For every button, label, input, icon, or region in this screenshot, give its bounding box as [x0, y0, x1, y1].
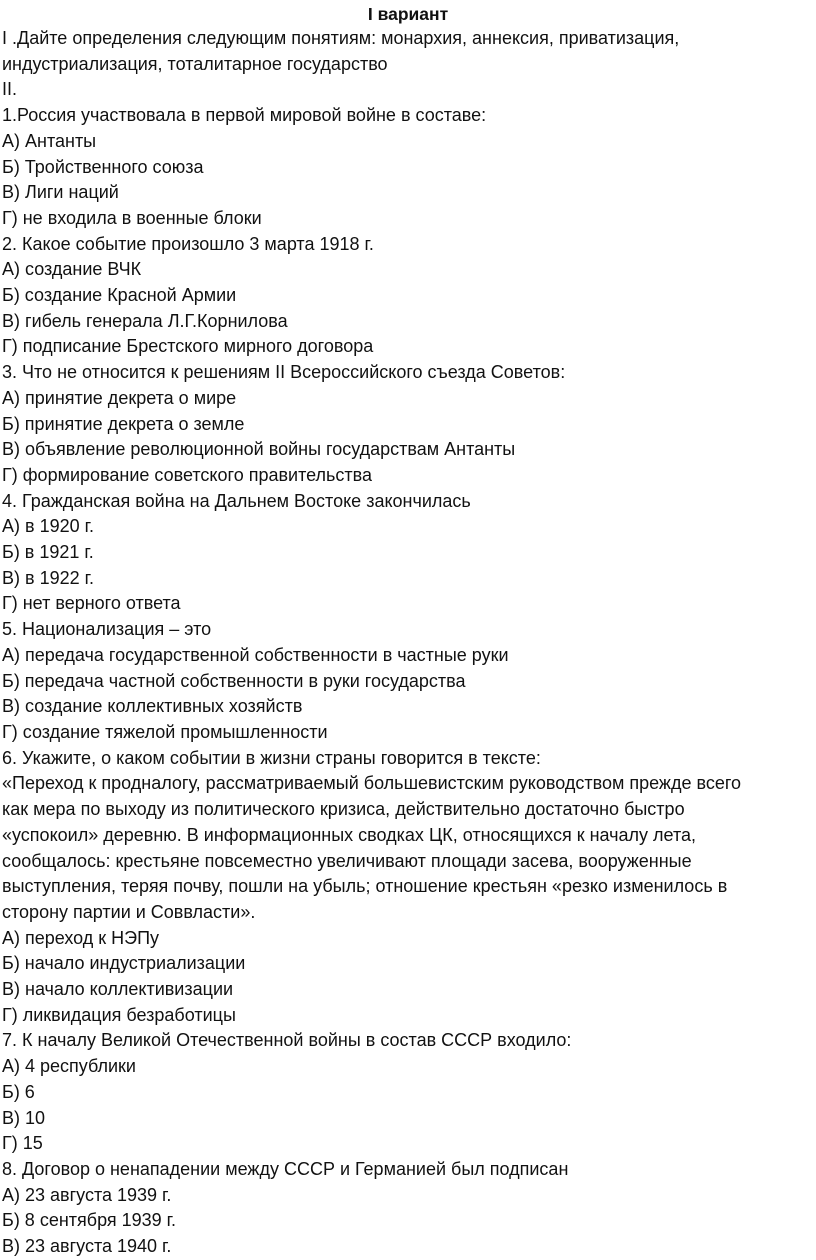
- text-line: 5. Национализация – это: [2, 619, 212, 640]
- text-line: А) создание ВЧК: [2, 259, 142, 280]
- text-line: Б) 8 сентября 1939 г.: [2, 1210, 177, 1231]
- text-line: Б) 6: [2, 1081, 35, 1102]
- text-line: В) начало коллективизации: [2, 979, 234, 1000]
- text-line: А) принятие декрета о мире: [2, 387, 237, 408]
- text-line: II.: [2, 79, 18, 100]
- text-line: Б) создание Красной Армии: [2, 285, 237, 306]
- text-line: Г) подписание Брестского мирного договора: [2, 336, 374, 357]
- text-line: Б) Тройственного союза: [2, 156, 204, 177]
- text-line: А) 4 республики: [2, 1056, 136, 1077]
- text-line: Б) начало индустриализации: [2, 953, 246, 974]
- text-line: индустриализация, тоталитарное государство: [2, 53, 388, 74]
- text-line: Б) передача частной собственности в руки государства: [2, 670, 466, 691]
- text-line: В) 23 августа 1940 г.: [2, 1236, 172, 1257]
- text-line: А) в 1920 г.: [2, 516, 94, 537]
- text-line: 8. Договор о ненападении между СССР и Германией был подписан: [2, 1158, 569, 1179]
- text-line: сторону партии и Соввласти».: [2, 901, 256, 922]
- text-line: В) 10: [2, 1107, 46, 1128]
- text-line: А) 23 августа 1939 г.: [2, 1184, 172, 1205]
- text-line: сообщалось: крестьяне повсеместно увеличивают площади засева, вооруженные: [2, 850, 692, 871]
- text-line: Б) принятие декрета о земле: [2, 413, 245, 434]
- text-line: I .Дайте определения следующим понятиям: монархия, аннексия, приватизация,: [2, 28, 680, 48]
- text-line: В) Лиги наций: [2, 182, 119, 203]
- text-line: Г) нет верного ответа: [2, 593, 181, 614]
- text-line: А) передача государственной собственности в частные руки: [2, 644, 509, 665]
- text-line: А) переход к НЭПу: [2, 927, 160, 948]
- text-line: Б) в 1921 г.: [2, 542, 94, 563]
- text-line: В) создание коллективных хозяйств: [2, 696, 303, 717]
- document-body: [0, 26, 814, 1260]
- variant-title: I вариант: [367, 4, 449, 24]
- text-line: В) в 1922 г.: [2, 567, 94, 588]
- text-line: как мера по выходу из политического кризиса, действительно достаточно быстро: [2, 799, 685, 820]
- text-line: 6. Укажите, о каком событии в жизни страны говорится в тексте:: [2, 747, 541, 768]
- text-line: «Переход к продналогу, рассматриваемый большевистским руководством прежде всего: [2, 773, 742, 794]
- text-line: Г) создание тяжелой промышленности: [2, 721, 328, 742]
- text-line: 7. К началу Великой Отечественной войны в состав СССР входило:: [2, 1030, 572, 1051]
- text-line: А) Антанты: [2, 130, 97, 151]
- text-line: В) объявление революционной войны государствам Антанты: [2, 439, 516, 460]
- text-line: 3. Что не относится к решениям II Всероссийского съезда Советов:: [2, 362, 566, 383]
- text-line: 1.Россия участвовала в первой мировой войне в составе:: [2, 105, 487, 126]
- text-line: 4. Гражданская война на Дальнем Востоке закончилась: [2, 490, 471, 511]
- text-line: Г) формирование советского правительства: [2, 464, 373, 485]
- text-line: 2. Какое событие произошло 3 марта 1918 г.: [2, 233, 374, 254]
- text-line: В) гибель генерала Л.Г.Корнилова: [2, 310, 288, 331]
- text-line: выступления, теряя почву, пошли на убыль; отношение крестьян «резко изменилось в: [2, 876, 728, 897]
- text-line: Г) не входила в военные блоки: [2, 207, 262, 228]
- text-line: «успокоил» деревню. В информационных сводках ЦК, относящихся к началу лета,: [2, 824, 697, 845]
- text-line: Г) 15: [2, 1133, 43, 1154]
- text-line: Г) ликвидация безработицы: [2, 1004, 236, 1025]
